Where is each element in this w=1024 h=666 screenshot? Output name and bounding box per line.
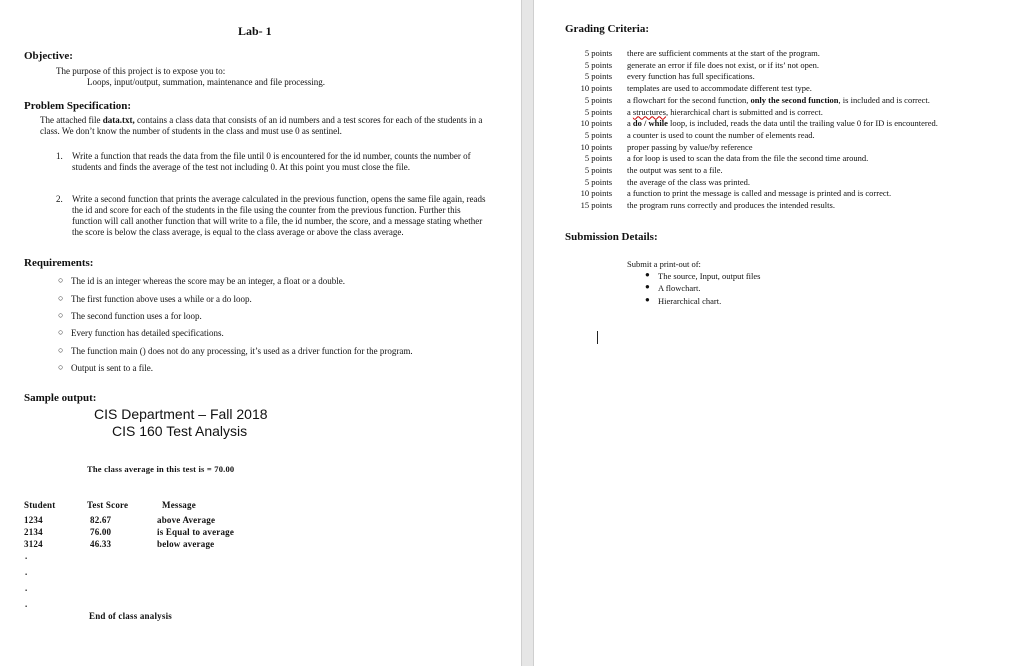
submission-heading: Submission Details: — [565, 231, 658, 243]
table-row-score: 46.33 — [90, 539, 112, 549]
grading-points: 10 points — [580, 118, 612, 129]
grading-points: 5 points — [584, 129, 612, 140]
grading-desc — [627, 95, 930, 106]
grading-points: 15 points — [580, 200, 612, 211]
grading-desc: proper passing by value/by reference — [627, 141, 753, 152]
lab-title: Lab- 1 — [238, 24, 272, 38]
grading-points: 5 points — [584, 153, 612, 164]
grading-desc-part: loop, is included, reads the data until the trailing value 0 for ID is encountered. — [667, 118, 938, 129]
data-file-name: data.txt, — [102, 115, 135, 125]
grading-points: 5 points — [584, 165, 612, 175]
grading-row — [534, 71, 1024, 83]
grading-row — [534, 48, 1024, 60]
bullet-icon: ● — [645, 282, 650, 291]
requirement-item: The id is an integer whereas the score may be an integer, a float or a double. — [71, 276, 346, 286]
grading-desc-part: , is included and is correct. — [838, 94, 930, 105]
grading-points: 5 points — [584, 106, 612, 117]
sample-output-heading: Sample output: — [24, 392, 97, 404]
grading-desc: the program runs correctly and produces the intended results. — [627, 200, 835, 211]
grading-desc: the average of the class was printed. — [627, 176, 750, 187]
item-2-number: 2. — [56, 194, 63, 204]
text-cursor[interactable] — [597, 331, 598, 344]
grading-desc: a counter is used to count the number of elements read. — [627, 129, 815, 140]
col-header-score: Test Score — [87, 500, 129, 510]
grading-points: 10 points — [580, 141, 612, 152]
grading-points: 5 points — [584, 176, 612, 187]
grading-desc-part: a — [627, 118, 633, 129]
col-header-student: Student — [24, 500, 56, 510]
problem-text-a: The attached file — [40, 115, 103, 125]
item-1-number: 1. — [56, 151, 63, 161]
grading-row — [534, 153, 1024, 165]
grading-heading: Grading Criteria: — [565, 23, 650, 35]
problem-heading: Problem Specification: — [24, 100, 132, 112]
submission-item: A flowchart. — [658, 283, 701, 293]
grading-desc: generate an error if file does not exist, or if its’ not open. — [627, 59, 819, 70]
requirement-item: The first function above uses a while or a do loop. — [71, 294, 252, 304]
grading-desc-bold: do / while — [632, 118, 668, 129]
table-row-message: is Equal to average — [157, 527, 235, 537]
grading-row — [534, 200, 1024, 212]
sample-title-line-2: CIS 160 Test Analysis — [112, 423, 248, 439]
table-row-student: 1234 — [24, 515, 43, 525]
table-row-score: 82.67 — [90, 515, 112, 525]
requirements-heading: Requirements: — [24, 257, 94, 269]
grading-points: 5 points — [584, 59, 612, 70]
grading-desc — [627, 107, 823, 118]
grading-desc-part: , hierarchical chart is submitted and is correct. — [665, 106, 823, 117]
table-row-student: 2134 — [24, 527, 43, 537]
grading-points: 5 points — [584, 94, 612, 105]
bullet-icon: ○ — [58, 327, 64, 337]
grading-desc-part: a — [627, 106, 633, 117]
grading-list — [534, 48, 1024, 223]
grading-row — [534, 142, 1024, 154]
grading-points: 5 points — [584, 71, 612, 82]
bullet-icon: ○ — [58, 310, 64, 320]
grading-desc: a function to print the message is called and message is printed and is correct. — [627, 188, 892, 199]
requirement-item: The function main () does not do any processing, it’s used as a driver function for the program. — [71, 346, 413, 356]
bullet-icon: ○ — [58, 275, 64, 285]
grading-desc: templates are used to accommodate different test type. — [627, 83, 812, 94]
grading-row — [534, 118, 1024, 130]
table-row-score: 76.00 — [90, 527, 112, 537]
requirement-item: The second function uses a for loop. — [71, 311, 202, 321]
problem-paragraph — [40, 115, 492, 137]
ellipsis-dot: . — [25, 599, 28, 609]
grading-row — [534, 107, 1024, 119]
requirement-item: Output is sent to a file. — [71, 363, 153, 373]
grading-desc-part: a flowchart for the second function, — [627, 94, 751, 105]
grading-row — [534, 60, 1024, 72]
grading-desc — [627, 118, 938, 129]
table-row-message: above Average — [157, 515, 216, 525]
grading-desc-misspelled: structures — [632, 106, 666, 117]
grading-desc: there are sufficient comments at the start of the program. — [627, 48, 820, 58]
grading-row — [534, 130, 1024, 142]
grading-desc: the output was sent to a file. — [627, 165, 723, 175]
grading-row — [534, 165, 1024, 177]
document-page-2 — [534, 0, 1024, 666]
ellipsis-dot: . — [25, 567, 28, 577]
grading-row — [534, 83, 1024, 95]
bullet-icon: ○ — [58, 345, 64, 355]
end-of-analysis: End of class analysis — [89, 611, 172, 621]
bullet-icon: ● — [645, 295, 650, 304]
objective-topics: Loops, input/output, summation, maintenance and file processing. — [87, 77, 325, 87]
objective-intro: The purpose of this project is to expose you to: — [56, 66, 226, 76]
grading-points: 10 points — [580, 188, 612, 199]
item-2-text: Write a second function that prints the average calculated in the previous function, opens the same file again, reads the id and score for each of the students in the file using the counter from the previous function. Further this function will call another function that will write to a file, the id number, the score, and a message stating whether the score is below the class average, is equal to the class average or above the class average. — [72, 194, 486, 237]
submission-item: The source, Input, output files — [658, 271, 761, 281]
grading-desc: a for loop is used to scan the data from the file the second time around. — [627, 153, 869, 164]
bullet-icon: ○ — [58, 362, 64, 372]
col-header-message: Message — [162, 500, 196, 510]
page-gutter — [521, 0, 534, 666]
item-1-text: Write a function that reads the data from the file until 0 is encountered for the id number, counts the number of students and finds the average of the test not including 0. At this point you must close the file. — [72, 151, 471, 172]
submission-item: Hierarchical chart. — [658, 296, 722, 306]
ellipsis-dot: . — [25, 583, 28, 593]
table-row-student: 3124 — [24, 539, 43, 549]
grading-row — [534, 188, 1024, 200]
grading-desc-bold: only the second function — [750, 94, 839, 105]
bullet-icon: ○ — [58, 293, 64, 303]
class-average-line: The class average in this test is = 70.00 — [87, 464, 235, 474]
bullet-icon: ● — [645, 270, 650, 279]
objective-heading: Objective: — [24, 50, 73, 62]
requirement-item: Every function has detailed specifications. — [71, 328, 224, 338]
problem-text-b: contains a class data that consists of an id numbers and a test scores for each of the students in a class. We don’t know the number of students in the class and must use 0 as sentinel. — [40, 115, 483, 136]
ellipsis-dot: . — [25, 551, 28, 561]
grading-row — [534, 177, 1024, 189]
grading-row — [534, 95, 1024, 107]
grading-points: 10 points — [580, 83, 612, 94]
sample-title-line-1: CIS Department – Fall 2018 — [94, 406, 268, 422]
grading-points: 5 points — [584, 48, 612, 58]
table-row-message: below average — [157, 539, 215, 549]
submission-intro: Submit a print-out of: — [627, 259, 701, 269]
grading-desc: every function has full specifications. — [627, 71, 755, 82]
